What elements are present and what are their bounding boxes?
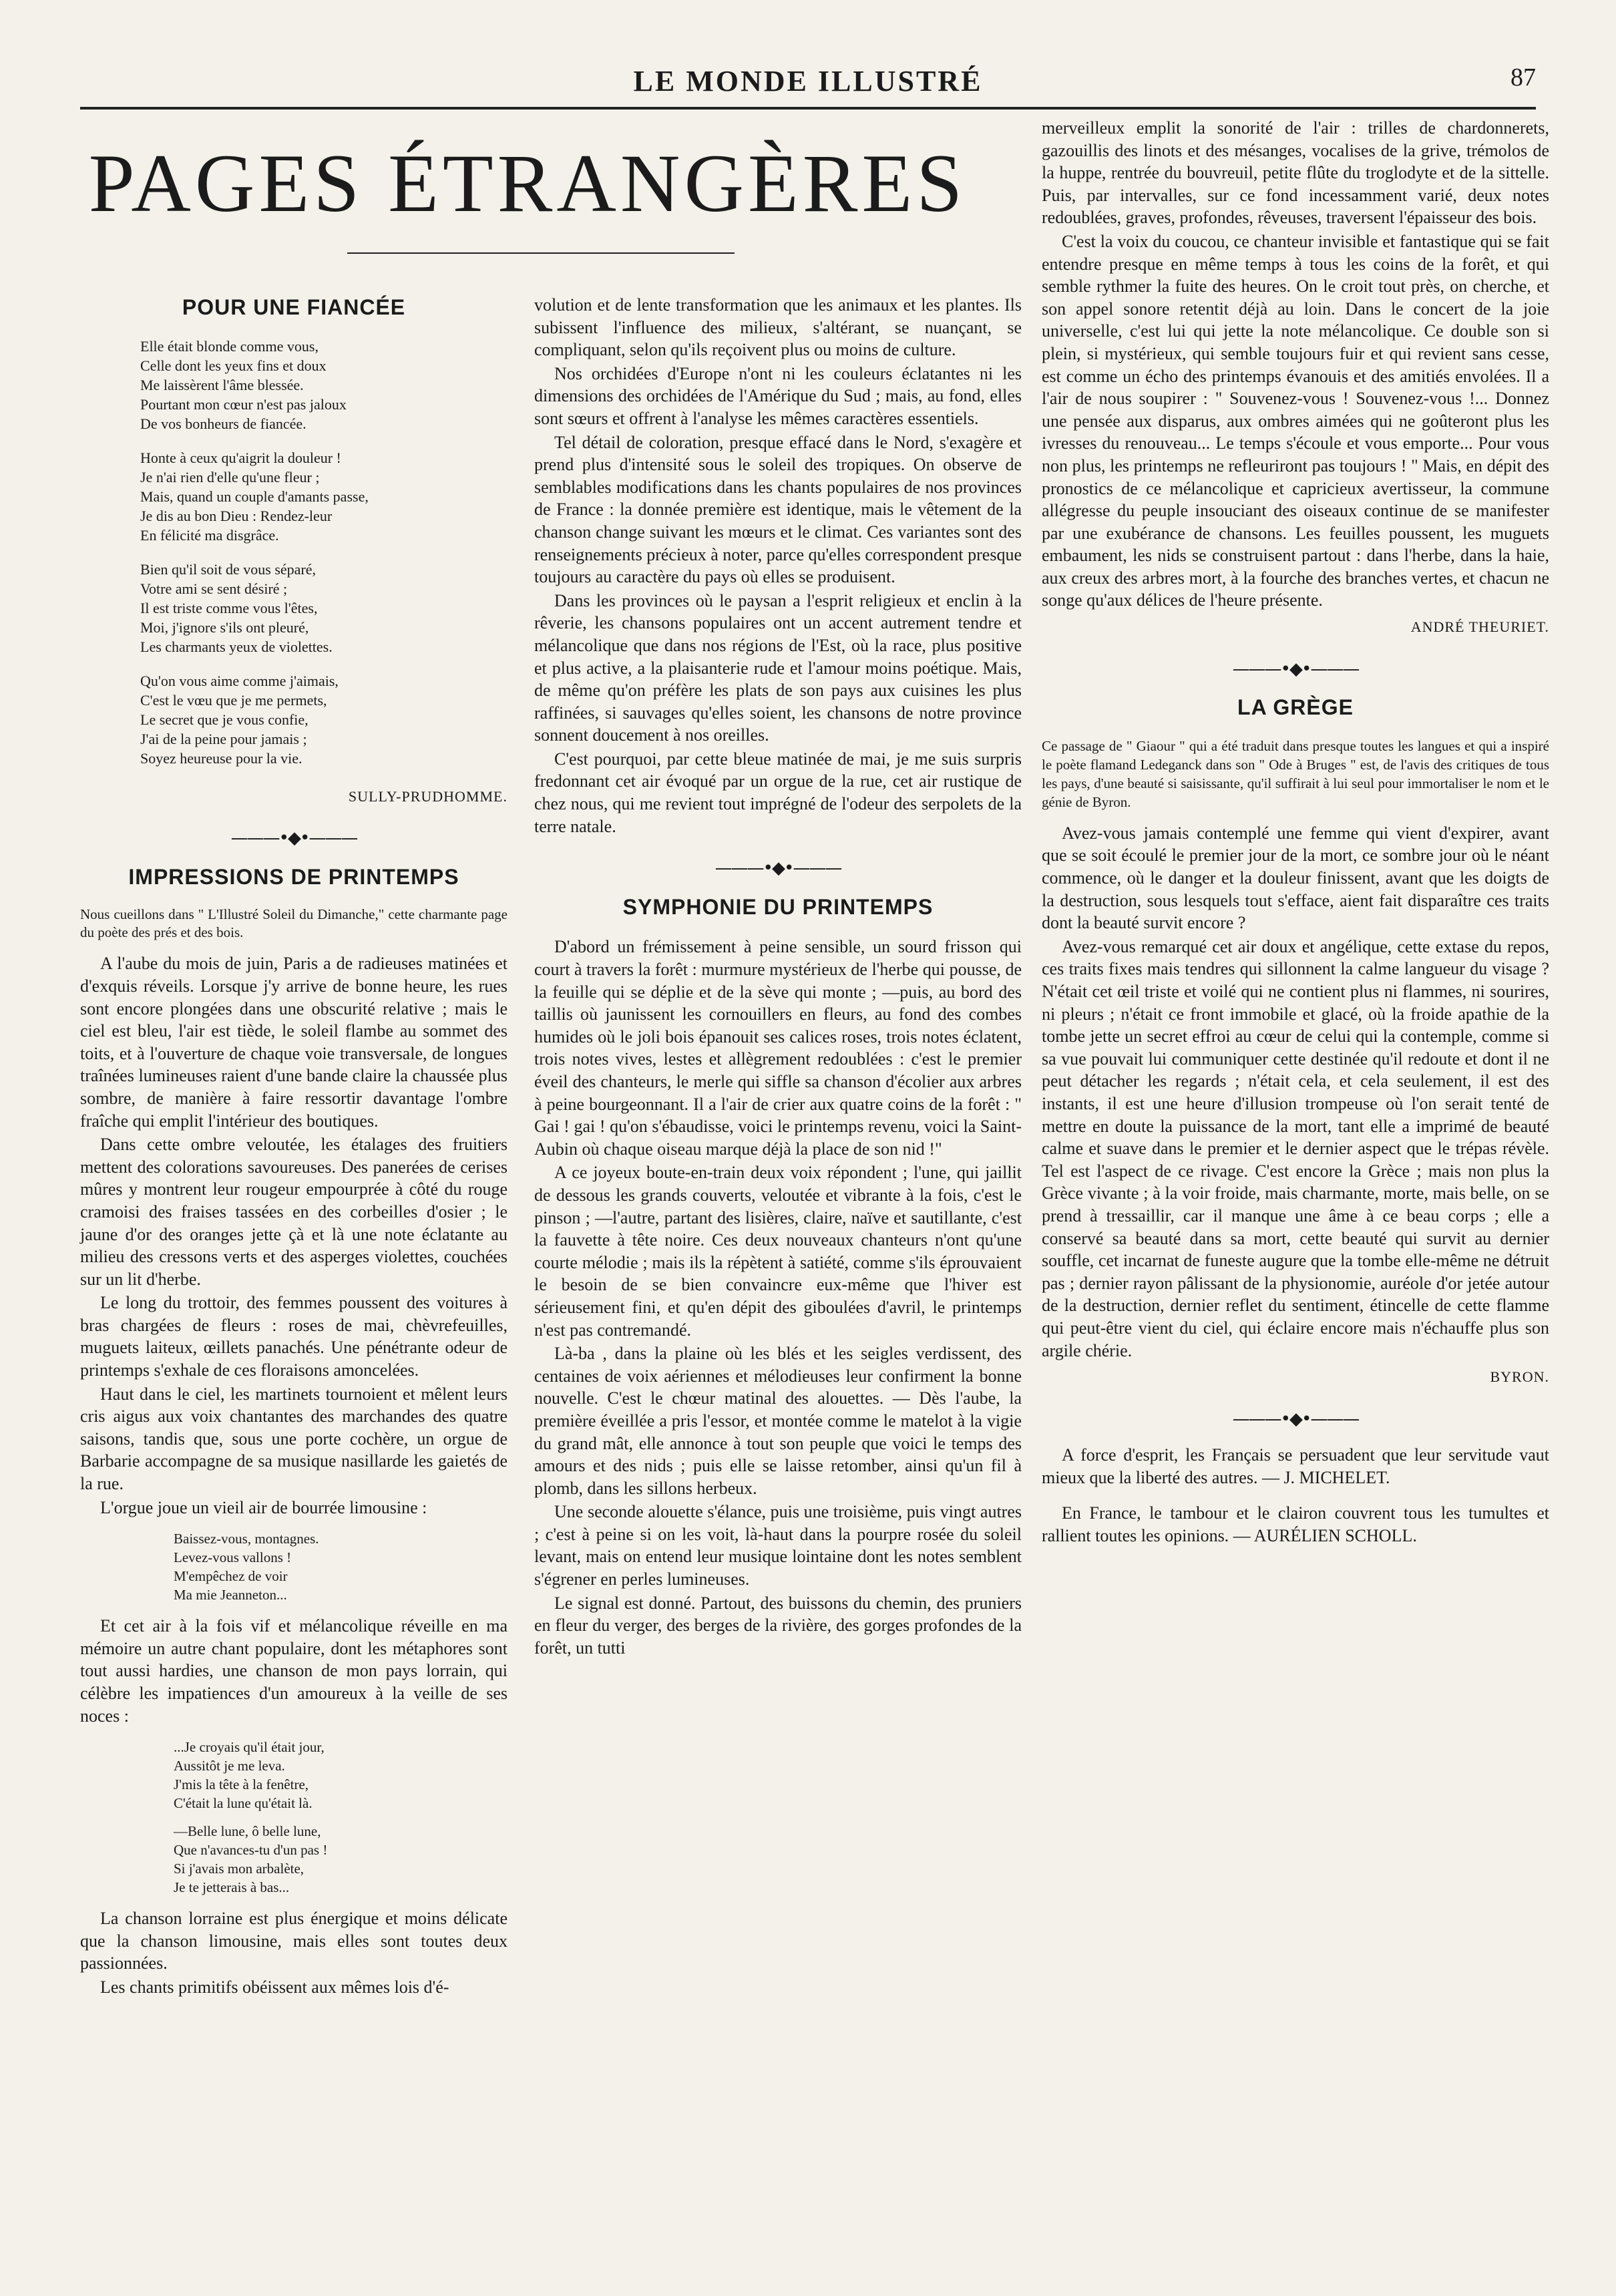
poem-line: J'ai de la peine pour jamais ; — [140, 730, 307, 747]
title-rule — [347, 252, 735, 254]
verse-line: Aussitôt je me leva. — [174, 1758, 285, 1774]
poem-line: Le secret que je vous confie, — [140, 711, 309, 728]
ornament-divider: ———•◆•——— — [715, 858, 841, 879]
paragraph: La chanson lorraine est plus énergique et moins délicate que la chanson limousine, mais elles sont toutes deux passionnées. — [80, 1909, 508, 1973]
column-3 — [1042, 117, 1549, 1549]
poem-line: Soyez heureuse pour la vie. — [140, 749, 302, 767]
poem-signature: SULLY-PRUDHOMME. — [348, 787, 508, 805]
paragraph: Tel détail de coloration, presque effacé dans le Nord, s'exagère et prend plus d'intensité sous le soleil des tropiques. On observe de semblables modifications dans les chants populaires de nos provinces de France : la donnée première est identique, mais le vêtement de la chanson change suivant les mœurs et le climat. Ces variantes sont des renseignements précieux à noter, parce qu'elles correspondent presque toujours au caractère du pays où elles se produisent. — [534, 432, 1022, 587]
verse-line: —Belle lune, ô belle lune, — [174, 1823, 321, 1840]
quote: En France, le tambour et le clairon couvrent tous les tumultes et rallient toutes les opinions. — AURÉLIEN SCHOLL. — [1042, 1503, 1549, 1546]
paragraph: Dans les provinces où le paysan a l'esprit religieux et enclin à la rêverie, les chansons populaires ont un accent autrement tendre et mélancolique que dans nos régions de l'Est, où la race, plus positive et plus active, a la plaisanterie rude et l'amour moins poétique. Mais, de même qu'on préfère les plats de son pays aux cuisines les plus raffinées, si sauvages qu'elles soient, les chansons de notre province sonnent doucement à nos oreilles. — [534, 590, 1022, 745]
ornament-divider: ———•◆•——— — [230, 828, 357, 849]
poem-line: Celle dont les yeux fins et doux — [140, 357, 327, 374]
poem-title: POUR UNE FIANCÉE — [182, 295, 406, 319]
verse-line: Que n'avances-tu d'un pas ! — [174, 1842, 328, 1859]
paragraph: Avez-vous jamais contemplé une femme qui vient d'expirer, avant que se soit écoulé le premier jour de la mort, ce sombre jour où le néant commence, où le danger et la douleur finissent, avant que les doigts de la destruction, sous lesquels tout s'efface, aient fait disparaître ces traits dont la beauté survit encore ? — [1042, 823, 1549, 933]
article-signature: BYRON. — [1490, 1368, 1549, 1386]
ornament-divider: ———•◆•——— — [1232, 658, 1359, 679]
poem-line: Honte à ceux qu'aigrit la douleur ! — [140, 449, 341, 466]
poem-line: Qu'on vous aime comme j'aimais, — [140, 672, 339, 689]
paragraph: Les chants primitifs obéissent aux mêmes lois d'é- — [100, 1977, 449, 1997]
poem-line: Je n'ai rien d'elle qu'une fleur ; — [140, 468, 320, 486]
paragraph: A ce joyeux boute-en-train deux voix répondent ; l'une, qui jaillit de dessous les grands couverts, veloutée et vibrante à la fois, c'est le pinson ; —l'autre, partant des lisières, claire, naïve et sautillante, c'est la fauvette à tête noire. Ces deux nouveaux chanteurs n'ont qu'une courte mélodie ; mais ils la répètent à satiété, comme s'ils éprouvaient le besoin de se bien convaincre eux-même que l'hiver est sérieusement fini, et qu'en dépit des giboulées d'avril, le printemps n'est pas contremandé. — [534, 1163, 1022, 1340]
paragraph: Haut dans le ciel, les martinets tournoient et mêlent leurs cris aigus aux voix chantantes des marchandes des quatre saisons, tandis que, sous une porte cochère, un orgue de Barbarie accompagne de sa musique nasillarde les gaietés de la rue. — [80, 1384, 508, 1494]
symphonie-title: SYMPHONIE DU PRINTEMPS — [622, 894, 934, 919]
song-verse — [174, 1529, 508, 1604]
poem-line: Votre ami se sent désiré ; — [140, 580, 288, 597]
paragraph: merveilleux emplit la sonorité de l'air : trilles de chardonnerets, gazouillis des linots et des mésanges, vocalises de la grive, trémolos de la huppe, rentrée du bouvreuil, petite flûte du troglodyte et de la sittelle. Puis, par intervalles, sur ce fond incessamment varié, deux notes redoublées, graves, profondes, rêveuses, traversent l'épaisseur des bois. — [1042, 118, 1549, 228]
poem-line: C'est le vœu que je me permets, — [140, 691, 327, 709]
verse-line: Ma mie Jeanneton... — [174, 1587, 287, 1603]
poem — [140, 337, 508, 768]
verse-line: M'empêchez de voir — [174, 1568, 288, 1585]
poem-line: Mais, quand un couple d'amants passe, — [140, 488, 369, 505]
paragraph: Dans cette ombre veloutée, les étalages des fruitiers mettent des colorations savoureuses. Des panerées de cerises mûres y montrent leur rougeur empourprée à côté du rouge cramoisi des fraises tassées en des corbeilles d'osier ; le jaune d'or des oranges jette çà et là une note éclatante au milieu des cressons verts et des asperges violettes, couchées sur un lit d'herbe. — [80, 1135, 508, 1289]
poem-line: Moi, j'ignore s'ils ont pleuré, — [140, 618, 309, 636]
grege-note: Ce passage de " Giaour " qui a été traduit dans presque toutes les langues et qui a inspiré le poète flamand Ledeganck dans son " Ode à Bruges " est, de l'avis des critiques de tous les pays, d'une beauté si saisissante, qu'il suffirait à lui seul pour immortaliser le nom et le génie de Byron. — [1042, 737, 1549, 810]
paragraph: L'orgue joue un vieil air de bourrée limousine : — [100, 1497, 427, 1517]
verse-line: J'mis la tête à la fenêtre, — [174, 1776, 309, 1793]
paragraph: Nos orchidées d'Europe n'ont ni les couleurs éclatantes ni les dimensions des orchidées de l'Amérique du Sud ; mais, au fond, elles sont sœurs et offrent à l'analyse les mêmes caractères essentiels. — [534, 363, 1022, 428]
column-1 — [80, 280, 508, 2000]
verse-line: Si j'avais mon arbalète, — [174, 1861, 305, 1877]
poem-line: Pourtant mon cœur n'est pas jaloux — [140, 395, 347, 413]
paragraph: C'est la voix du coucou, ce chanteur invisible et fantastique qui se fait entendre presque en même temps à tous les coins de la forêt, et qui semble rythmer la fuite des heures. On le croit tout près, on cherche, et son appel sonore retentit déjà au loin. Dans le concert de la joie universelle, c'est lui qui jette la note mélancolique. Ce double son si plein, si mystérieux, qui semble toujours fuir et qui revient sans cesse, est comme un écho des printemps évanouis et des amitiés envolées. Il a l'air de nous soupirer : " Souvenez-vous ! Souvenez-vous !... Donnez une pensée aux disparus, aux ombres aimées qui ne goûteront plus les ivresses du renouveau... Le temps s'écoule et vous emporte... Pour vous non plus, les printemps ne refleuriront pas toujours ! " Mais, en dépit des pronostics de ce mélancolique et capricieux avertisseur, la commune allégresse du peuple insouciant des oiseaux continue de se manifester par une exubérance de chansons. Les feuilles poussent, les muguets embaument, les nids se construisent partout : dans l'herbe, dans la haie, aux creux des arbres mort, à la fourche des branches vertes, et chacun ne songe qu'aux délices de l'heure présente. — [1042, 231, 1549, 610]
masthead — [80, 60, 1536, 110]
song-verse — [174, 1738, 508, 1897]
verse-line: Levez-vous vallons ! — [174, 1549, 292, 1566]
impressions-title: IMPRESSIONS DE PRINTEMPS — [128, 864, 459, 889]
paragraph: Là-ba , dans la plaine où les blés et les seigles verdissent, des centaines de voix aériennes et mélodieuses leur confirment la bonne nouvelle. C'est le chœur matinal des alouettes. — Dès l'aube, la première éveillée a pris l'essor, et montée comme le matelot à la vigie du grand mât, elle annonce à tout son peuple que voici le temps des amours et des nids ; puis elle se laisse retomber, ainsi qu'un fil à plomb, dans les sillons herbeux. — [534, 1344, 1022, 1498]
page-number: 87 — [1510, 63, 1536, 91]
column-2 — [534, 294, 1022, 1660]
paragraph: Le signal est donné. Partout, des buissons du chemin, des pruniers en fleur du verger, des berges de la rivière, des gorges profondes de la forêt, un tutti — [534, 1593, 1022, 1658]
paragraph: Une seconde alouette s'élance, puis une troisième, puis vingt autres ; c'est à peine si on les voit, là-haut dans la pourpre rosée du soleil levant, mais on entend leur musique lointaine dont les notes semblent s'égrener en perles lumineuses. — [534, 1502, 1022, 1589]
poem-line: En félicité ma disgrâce. — [140, 526, 279, 544]
poem-line: De vos bonheurs de fiancée. — [140, 415, 307, 432]
poem-stanza — [140, 671, 508, 768]
section-title: PAGES ÉTRANGÈRES — [88, 138, 967, 229]
poem-line: Me laissèrent l'âme blessée. — [140, 376, 304, 393]
paragraph: Le long du trottoir, des femmes poussent des voitures à bras chargées de fleurs : roses de mai, chèvrefeuilles, muguets laiteux, œillets panachés. Une pénétrante odeur de printemps s'exhale de ces floraisons amoncelées. — [80, 1293, 508, 1380]
paragraph: volution et de lente transformation que les animaux et les plantes. Ils subissent l'influence des milieux, s'altérant, se nuançant, se compliquant, selon qu'ils reçoivent plus ou moins de culture. — [534, 295, 1022, 360]
newspaper-name: LE MONDE ILLUSTRÉ — [633, 65, 983, 98]
paragraph: Avez-vous remarqué cet air doux et angélique, cette extase du repos, ces traits fixes mais tendres qui sillonnent la calme langueur du visage ? N'était cet œil triste et voilé qui ne contient plus ni flammes, ni sourires, ni pleurs ; n'était ce front immobile et glacé, où la froide apathie de la tombe jette un secret effroi au cœur de celui qui la contemple, comme si sa vue pouvait lui communiquer cette destinée qu'il redoute et dont il ne peut détacher les regards ; n'était cela, et cela seulement, il est des instants, il est une heure d'illusion trompeuse où l'on serait tenté de mettre en doute la puissance de la mort, tant elle a imprimé de beauté calme et suave dans le premier et le dernier aspect que le trépas révèle. Tel est l'aspect de ce rivage. C'est encore la Grèce ; mais non plus la Grèce vivante ; à la voir froide, mais charmante, morte, mais belle, on se prend à tressaillir, car il manque une âme à ce beau corps ; elle a conservé sa beauté dans sa mort, cette beauté qui survit au dernier souffle, cet incarnat de funeste augure que la tombe elle-même ne détruit pas ; dernier rayon pâlissant de la physionomie, auréole d'or jetée autour de la destruction, dernier reflet du sentiment, étincelle de cette flamme qui peut-être vient du ciel, qui éclaire encore mais n'échauffe plus son argile chérie. — [1042, 936, 1549, 1360]
verse-line: Baissez-vous, montagnes. — [174, 1531, 319, 1547]
poem-line: Bien qu'il soit de vous séparé, — [140, 560, 317, 578]
quote: A force d'esprit, les Français se persuadent que leur servitude vaut mieux que la liberté des autres. — J. MICHELET. — [1042, 1445, 1549, 1487]
poem-line: Elle était blonde comme vous, — [140, 337, 319, 355]
poem-stanza — [140, 448, 508, 545]
impressions-note: Nous cueillons dans " L'Illustré Soleil du Dimanche," cette charmante page du poète des prés et des bois. — [80, 906, 508, 941]
article-signature: ANDRÉ THEURIET. — [1410, 618, 1549, 636]
paragraph: C'est pourquoi, par cette bleue matinée de mai, je me suis surpris fredonnant cet air évoqué par un orgue de la rue, cet air rustique de chez nous, qui me revient tout imprégné de l'odeur des serpolets de la terre natale. — [534, 749, 1022, 836]
paragraph: A l'aube du mois de juin, Paris a de radieuses matinées et d'exquis réveils. Lorsque j'y arrive de bonne heure, les rues sont encore plongées dans une obscurité relative ; mais le ciel est bleu, l'air est tiède, le soleil flambe au sommet des toits, et à l'ouverture de chaque voie transversale, de longues traînées lumineuses raient d'une bande claire la chaussée plus sombre, de manière à faire ressortir davantage l'ombre fraîche qui emplit l'intérieur des boutiques. — [80, 954, 508, 1131]
verse-line: C'était la lune qu'était là. — [174, 1795, 313, 1812]
verse-stanza — [174, 1822, 508, 1897]
grege-title: LA GRÈGE — [1237, 695, 1354, 720]
verse-line: Je te jetterais à bas... — [174, 1879, 290, 1896]
poem-stanza — [140, 560, 508, 656]
verse-line: ...Je croyais qu'il était jour, — [174, 1739, 325, 1756]
poem-line: Il est triste comme vous l'êtes, — [140, 599, 318, 616]
ornament-divider: ———•◆•——— — [1232, 1408, 1359, 1429]
paragraph: D'abord un frémissement à peine sensible, un sourd frisson qui court à travers la forêt : murmure mystérieux de l'herbe qui pousse, de la feuille qui se déplie et de la sève qui monte ; —puis, au bord des taillis où jaunissent les cornouillers en fleurs, au fond des combes humides où le joli bois épanouit ses calices roses, trois notes éclatent, trois notes vives, lestes et allègrement redoublées : c'est le premier éveil des chanteurs, le merle qui siffle sa chanson d'écolier aux arbres à peine bourgeonnant. Il a l'air de crier aux quatre coins de la forêt : " Gai ! gai ! qu'on s'ébaudisse, voici le printemps revenu, voici la Saint-Aubin où chaque oiseau marque déjà la place de son nid !" — [534, 937, 1022, 1159]
poem-line: Je dis au bon Dieu : Rendez-leur — [140, 507, 333, 524]
poem-stanza — [140, 337, 508, 433]
verse-stanza — [174, 1738, 508, 1812]
paragraph: Et cet air à la fois vif et mélancolique réveille en ma mémoire un autre chant populaire, dont les métaphores sont tout aussi hardies, une chanson de mon pays lorrain, qui célèbre les impatiences d'un amoureux à la veille de ses noces : — [80, 1616, 508, 1726]
poem-line: Les charmants yeux de violettes. — [140, 638, 333, 655]
